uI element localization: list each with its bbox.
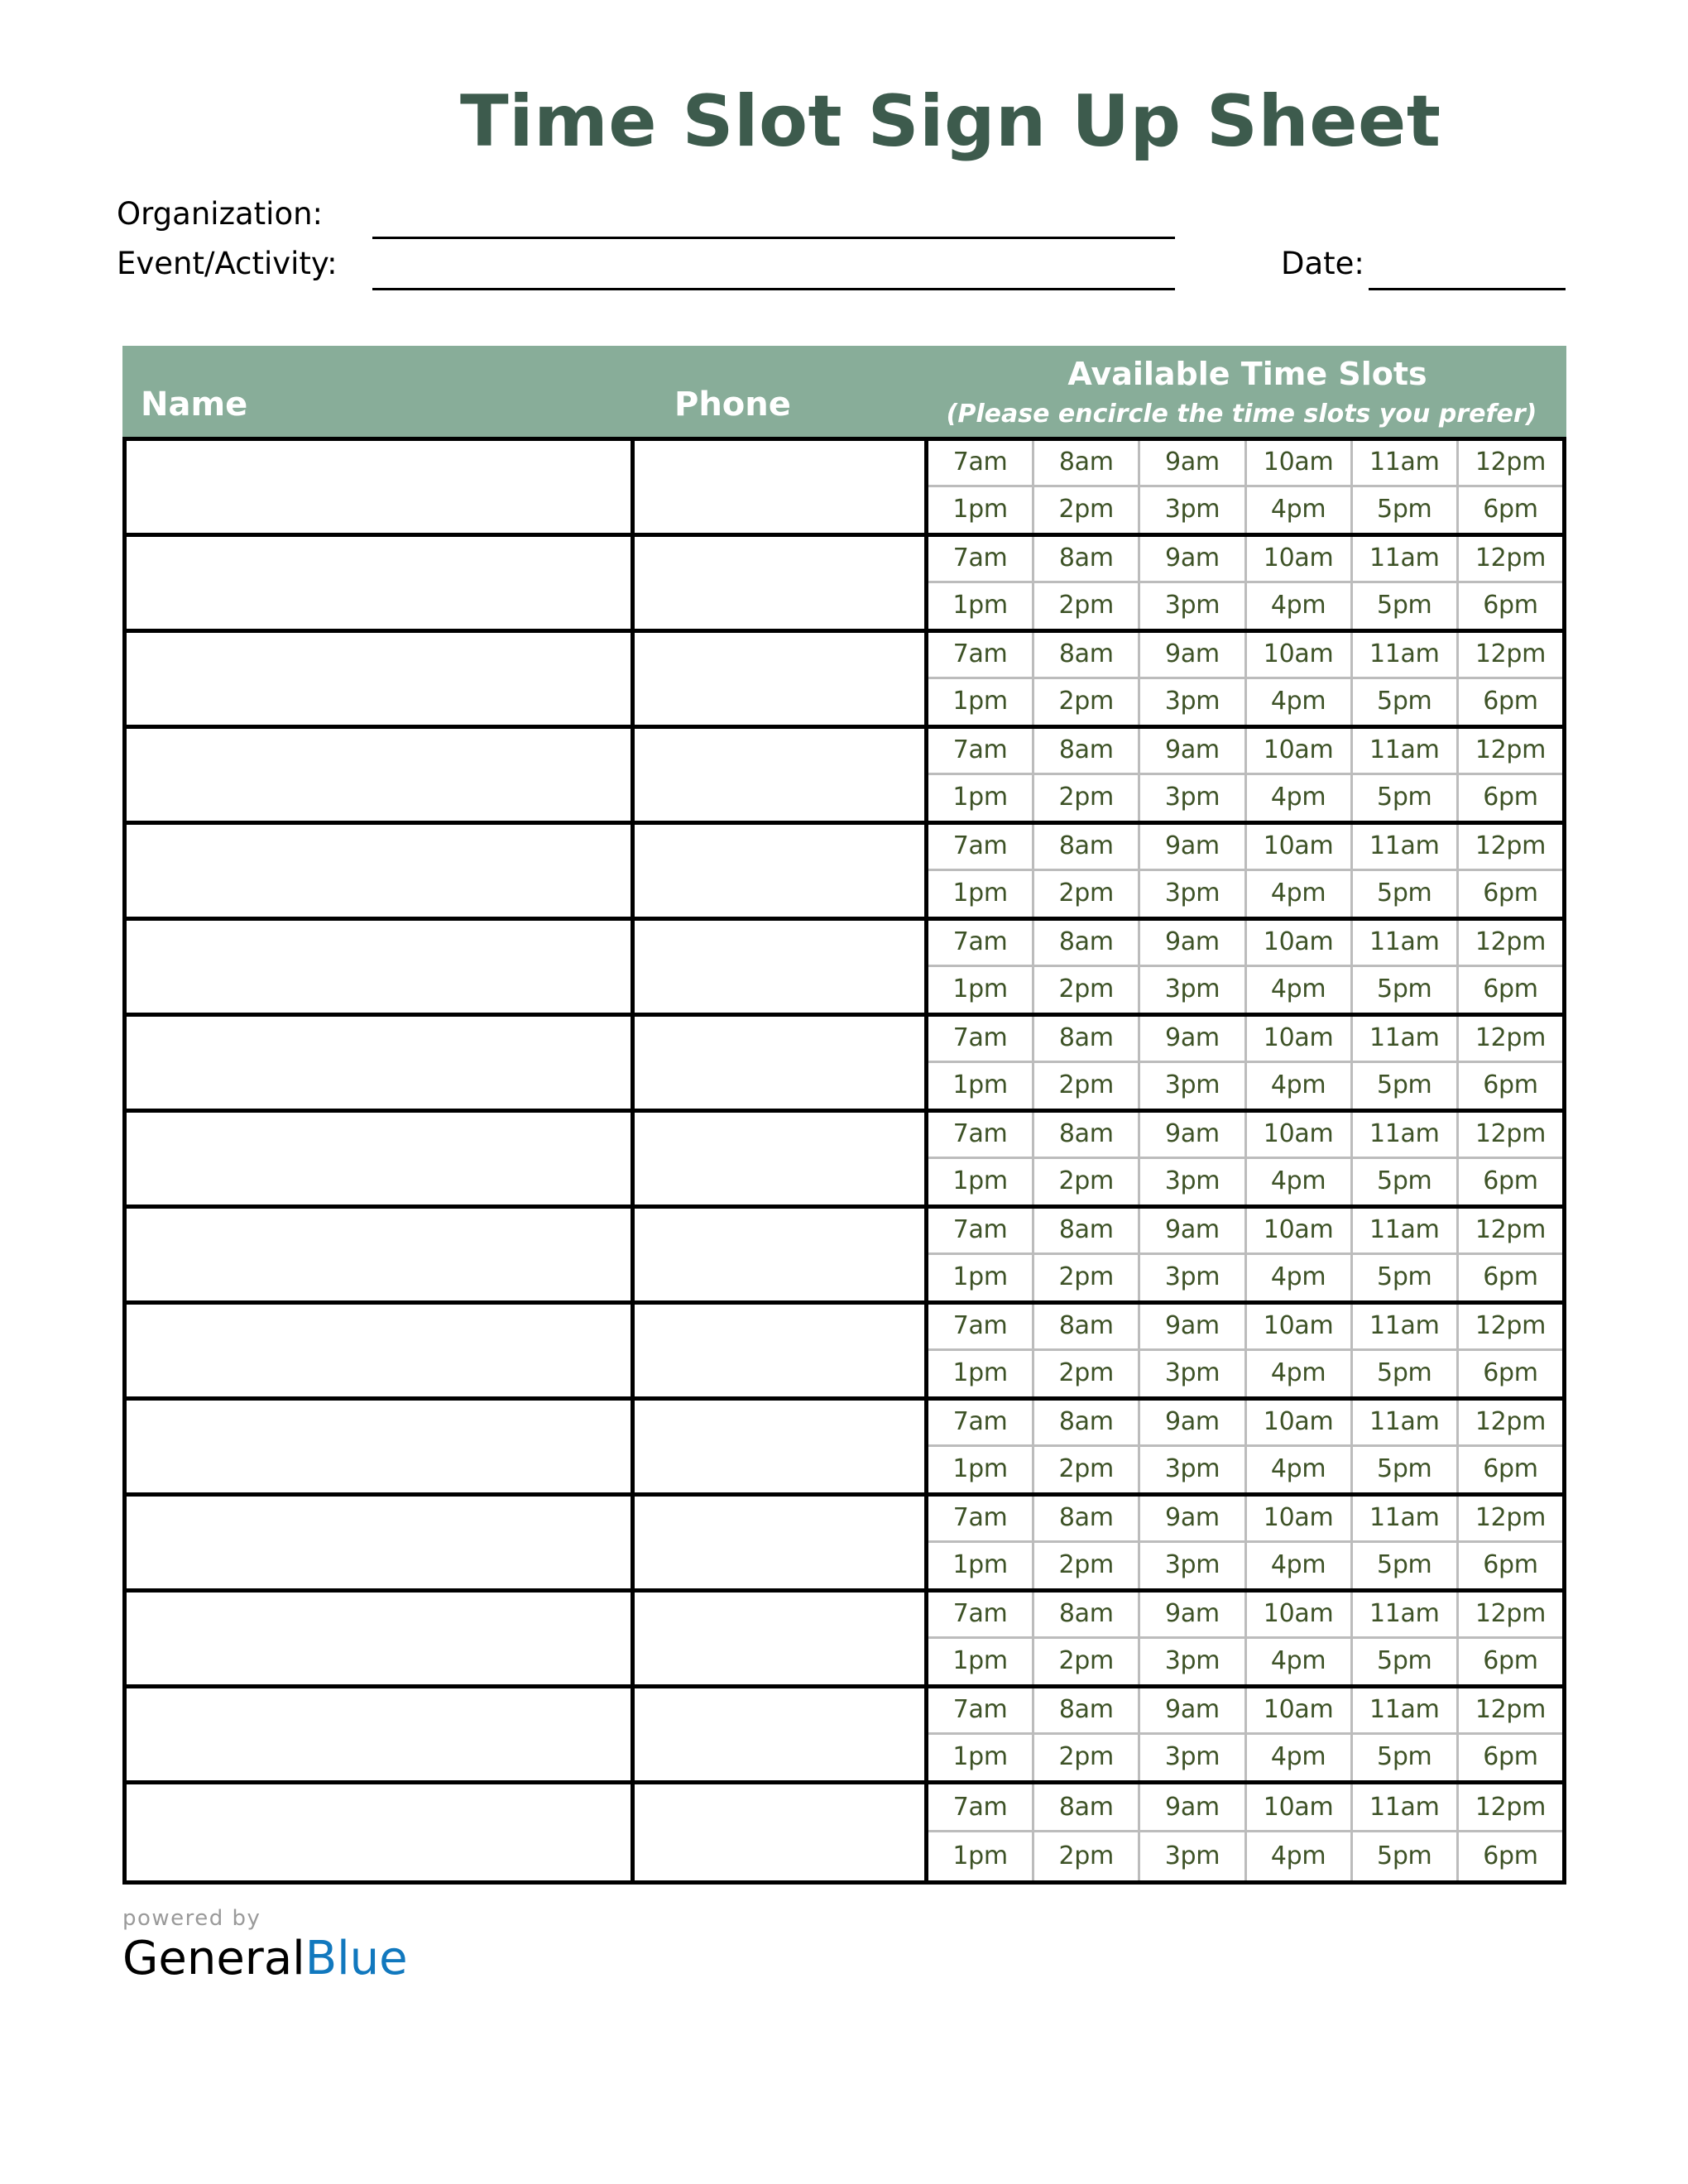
time-slot-option[interactable]: 12pm	[1475, 1407, 1547, 1437]
name-cell[interactable]	[127, 1401, 635, 1492]
time-slot-option[interactable]: 12pm	[1475, 831, 1547, 861]
date-label: Date:	[1281, 246, 1364, 281]
time-slot-option[interactable]: 11am	[1353, 1784, 1459, 1830]
time-slot-option[interactable]: 8am	[1034, 729, 1140, 773]
phone-cell[interactable]	[635, 1497, 928, 1588]
time-slot-option[interactable]: 9am	[1140, 1401, 1246, 1444]
name-cell[interactable]	[127, 1497, 635, 1588]
time-slot-option[interactable]: 5pm	[1353, 1447, 1459, 1492]
time-slot-option[interactable]: 1pm	[928, 583, 1034, 629]
phone-cell[interactable]	[635, 441, 928, 533]
time-slot-option[interactable]: 1pm	[928, 967, 1034, 1013]
name-cell[interactable]	[127, 1688, 635, 1780]
time-slot-option[interactable]: 5pm	[1353, 583, 1459, 629]
time-slot-option[interactable]: 10am	[1247, 1305, 1353, 1348]
time-slot-option[interactable]: 6pm	[1483, 879, 1538, 908]
time-slot-row-afternoon	[928, 1351, 1562, 1396]
table-header-phone-label: Phone	[674, 386, 791, 424]
time-slot-option[interactable]: 5pm	[1353, 1063, 1459, 1109]
time-slot-option[interactable]: 7am	[928, 1305, 1034, 1348]
time-slot-option[interactable]: 1pm	[928, 871, 1034, 917]
time-slot-option[interactable]: 11am	[1353, 1305, 1459, 1348]
time-slot-option[interactable]: 10am	[1247, 825, 1353, 869]
time-slot-option[interactable]: 6pm	[1483, 1454, 1538, 1484]
name-cell[interactable]	[127, 1209, 635, 1300]
name-cell[interactable]	[127, 1592, 635, 1684]
table-body	[122, 437, 1566, 1885]
time-slot-row-afternoon	[928, 1735, 1562, 1780]
time-slot-option[interactable]: 8am	[1034, 1017, 1140, 1061]
time-slot-option[interactable]: 8am	[1034, 441, 1140, 485]
time-slot-option[interactable]: 11am	[1353, 537, 1459, 581]
time-slot-option[interactable]: 5pm	[1353, 967, 1459, 1013]
time-slot-option[interactable]: 11am	[1353, 1017, 1459, 1061]
time-slot-option[interactable]: 5pm	[1353, 1735, 1459, 1780]
time-slot-option[interactable]: 3pm	[1140, 1159, 1246, 1205]
time-slot-option[interactable]: 9am	[1140, 729, 1246, 773]
time-slot-option[interactable]: 2pm	[1034, 1639, 1140, 1684]
phone-cell[interactable]	[635, 1017, 928, 1109]
time-slot-row-morning	[928, 1305, 1562, 1351]
time-slot-option[interactable]: 5pm	[1353, 1543, 1459, 1588]
time-slot-row-morning	[928, 537, 1562, 583]
time-slot-row-afternoon	[928, 1447, 1562, 1492]
time-slot-option[interactable]: 8am	[1034, 1688, 1140, 1732]
time-slot-option[interactable]: 1pm	[928, 1351, 1034, 1396]
time-slot-option[interactable]: 4pm	[1247, 1832, 1353, 1880]
time-slot-option[interactable]: 8am	[1034, 921, 1140, 965]
time-slot-option[interactable]: 3pm	[1140, 1543, 1246, 1588]
time-slot-option[interactable]: 10am	[1247, 1209, 1353, 1252]
time-slot-option[interactable]: 6pm	[1483, 1742, 1538, 1772]
time-slot-option[interactable]: 9am	[1140, 1592, 1246, 1636]
time-slot-option[interactable]: 8am	[1034, 1497, 1140, 1540]
event-activity-label: Event/Activity:	[117, 246, 338, 281]
time-slots-cell	[928, 729, 1562, 821]
time-slot-option[interactable]: 6pm	[1483, 687, 1538, 716]
time-slot-option[interactable]: 2pm	[1034, 679, 1140, 725]
time-slot-option[interactable]: 6pm	[1483, 975, 1538, 1004]
phone-cell[interactable]	[635, 825, 928, 917]
time-slot-option[interactable]: 2pm	[1034, 1159, 1140, 1205]
time-slot-option[interactable]: 2pm	[1034, 1543, 1140, 1588]
time-slots-cell	[928, 1688, 1562, 1780]
time-slot-option[interactable]: 4pm	[1247, 679, 1353, 725]
time-slot-option[interactable]: 3pm	[1140, 1255, 1246, 1300]
time-slot-row-afternoon	[928, 583, 1562, 629]
table-row	[127, 1305, 1562, 1401]
time-slot-option[interactable]: 1pm	[928, 1543, 1034, 1588]
table-header-name-label: Name	[141, 386, 248, 424]
time-slot-row-afternoon	[928, 487, 1562, 533]
table-row	[127, 1784, 1562, 1880]
table-row	[127, 1688, 1562, 1784]
time-slot-option[interactable]: 10am	[1247, 633, 1353, 677]
time-slot-option[interactable]: 3pm	[1140, 1735, 1246, 1780]
time-slots-cell	[928, 1592, 1562, 1684]
time-slot-option[interactable]: 7am	[928, 633, 1034, 677]
time-slot-row-afternoon	[928, 679, 1562, 725]
time-slot-option[interactable]: 3pm	[1140, 487, 1246, 533]
name-cell[interactable]	[127, 441, 635, 533]
time-slot-row-afternoon	[928, 775, 1562, 821]
time-slot-option[interactable]: 12pm	[1475, 1311, 1547, 1341]
name-cell[interactable]	[127, 729, 635, 821]
time-slot-option[interactable]: 7am	[928, 1592, 1034, 1636]
time-slot-option[interactable]: 1pm	[928, 775, 1034, 821]
time-slot-option[interactable]: 6pm	[1483, 1070, 1538, 1100]
table-row	[127, 921, 1562, 1017]
time-slot-option[interactable]: 10am	[1247, 729, 1353, 773]
time-slot-option[interactable]: 12pm	[1475, 1119, 1547, 1149]
time-slot-option[interactable]: 12pm	[1475, 544, 1547, 573]
time-slot-row-morning	[928, 1401, 1562, 1447]
time-slot-row-morning	[928, 633, 1562, 679]
time-slot-option[interactable]: 3pm	[1140, 967, 1246, 1013]
time-slot-option[interactable]: 5pm	[1353, 1832, 1459, 1880]
time-slot-option[interactable]: 11am	[1353, 1497, 1459, 1540]
time-slot-option[interactable]: 12pm	[1475, 1215, 1547, 1245]
time-slots-cell	[928, 537, 1562, 629]
time-slot-row-afternoon	[928, 1832, 1562, 1880]
powered-by-text: powered by	[122, 1906, 261, 1931]
time-slot-row-afternoon	[928, 967, 1562, 1013]
time-slot-option[interactable]: 2pm	[1034, 583, 1140, 629]
time-slot-option[interactable]: 7am	[928, 729, 1034, 773]
time-slot-option[interactable]: 8am	[1034, 633, 1140, 677]
phone-cell[interactable]	[635, 1784, 928, 1880]
time-slot-option[interactable]: 5pm	[1353, 1351, 1459, 1396]
time-slot-option[interactable]: 7am	[928, 1784, 1034, 1830]
time-slot-option[interactable]: 12pm	[1475, 1023, 1547, 1053]
time-slot-option[interactable]: 7am	[928, 921, 1034, 965]
time-slot-option[interactable]: 12pm	[1475, 1695, 1547, 1725]
time-slot-option[interactable]: 10am	[1247, 921, 1353, 965]
time-slot-option[interactable]: 4pm	[1247, 1543, 1353, 1588]
table-header-row	[122, 346, 1566, 437]
time-slot-option[interactable]: 1pm	[928, 679, 1034, 725]
time-slot-row-morning	[928, 729, 1562, 775]
time-slot-option[interactable]: 10am	[1247, 441, 1353, 485]
time-slot-option[interactable]: 7am	[928, 1688, 1034, 1732]
time-slot-option[interactable]: 11am	[1353, 1401, 1459, 1444]
time-slot-option[interactable]: 7am	[928, 537, 1034, 581]
time-slot-option[interactable]: 7am	[928, 1113, 1034, 1157]
time-slot-option[interactable]: 10am	[1247, 1592, 1353, 1636]
time-slot-option[interactable]: 2pm	[1034, 775, 1140, 821]
table-row	[127, 1401, 1562, 1497]
time-slot-row-morning	[928, 1209, 1562, 1255]
phone-cell[interactable]	[635, 1401, 928, 1492]
time-slot-option[interactable]: 10am	[1247, 1401, 1353, 1444]
time-slot-row-morning	[928, 1017, 1562, 1063]
brand-blue: Blue	[305, 1932, 408, 1985]
time-slot-row-afternoon	[928, 1255, 1562, 1300]
time-slot-option[interactable]: 9am	[1140, 537, 1246, 581]
time-slot-option[interactable]: 4pm	[1247, 1639, 1353, 1684]
phone-cell[interactable]	[635, 1305, 928, 1396]
time-slot-option[interactable]: 9am	[1140, 1113, 1246, 1157]
time-slot-option[interactable]: 10am	[1247, 537, 1353, 581]
table-header-slots-subtitle: (Please encircle the time slots you prefer)	[946, 400, 1537, 429]
time-slot-option[interactable]: 9am	[1140, 1497, 1246, 1540]
table-row	[127, 537, 1562, 633]
time-slot-option[interactable]: 6pm	[1483, 1166, 1538, 1196]
time-slot-option[interactable]: 9am	[1140, 1017, 1246, 1061]
time-slot-row-afternoon	[928, 1159, 1562, 1205]
time-slots-cell	[928, 1401, 1562, 1492]
time-slot-option[interactable]: 5pm	[1353, 775, 1459, 821]
time-slot-option[interactable]: 8am	[1034, 1209, 1140, 1252]
time-slot-option[interactable]: 4pm	[1247, 1255, 1353, 1300]
table-header-slots-title: Available Time Slots	[1067, 356, 1427, 392]
time-slot-option[interactable]: 6pm	[1483, 1842, 1538, 1870]
time-slot-option[interactable]: 2pm	[1034, 1063, 1140, 1109]
phone-cell[interactable]	[635, 1113, 928, 1205]
time-slot-option[interactable]: 8am	[1034, 1305, 1140, 1348]
phone-cell[interactable]	[635, 921, 928, 1013]
time-slot-option[interactable]: 12pm	[1475, 927, 1547, 957]
table-header-time-slots	[928, 346, 1566, 437]
time-slot-option[interactable]: 6pm	[1483, 1262, 1538, 1292]
time-slot-row-morning	[928, 921, 1562, 967]
date-input-line[interactable]	[1369, 288, 1566, 290]
time-slot-option[interactable]: 2pm	[1034, 1832, 1140, 1880]
name-cell[interactable]	[127, 825, 635, 917]
phone-cell[interactable]	[635, 1209, 928, 1300]
time-slot-option[interactable]: 11am	[1353, 633, 1459, 677]
time-slot-option[interactable]: 3pm	[1140, 871, 1246, 917]
time-slot-option[interactable]: 1pm	[928, 1639, 1034, 1684]
table-row	[127, 1017, 1562, 1113]
time-slot-option[interactable]: 11am	[1353, 1113, 1459, 1157]
time-slot-option[interactable]: 4pm	[1247, 583, 1353, 629]
time-slot-option[interactable]: 11am	[1353, 921, 1459, 965]
brand-general: General	[122, 1932, 305, 1985]
time-slot-option[interactable]: 10am	[1247, 1497, 1353, 1540]
time-slot-option[interactable]: 9am	[1140, 1305, 1246, 1348]
time-slot-option[interactable]: 10am	[1247, 1784, 1353, 1830]
table-row	[127, 1592, 1562, 1688]
time-slot-option[interactable]: 2pm	[1034, 1447, 1140, 1492]
time-slot-row-morning	[928, 1497, 1562, 1543]
footer-logo	[122, 1906, 408, 1985]
name-cell[interactable]	[127, 921, 635, 1013]
table-row	[127, 729, 1562, 825]
time-slots-cell	[928, 633, 1562, 725]
time-slot-row-afternoon	[928, 871, 1562, 917]
time-slot-option[interactable]: 9am	[1140, 633, 1246, 677]
name-cell[interactable]	[127, 633, 635, 725]
time-slot-option[interactable]: 9am	[1140, 825, 1246, 869]
time-slot-option[interactable]: 2pm	[1034, 1351, 1140, 1396]
phone-cell[interactable]	[635, 537, 928, 629]
time-slot-option[interactable]: 10am	[1247, 1113, 1353, 1157]
time-slot-option[interactable]: 3pm	[1140, 1639, 1246, 1684]
time-slot-option[interactable]: 6pm	[1483, 783, 1538, 812]
time-slot-row-morning	[928, 1688, 1562, 1735]
name-cell[interactable]	[127, 1784, 635, 1880]
time-slot-option[interactable]: 12pm	[1475, 1599, 1547, 1629]
phone-cell[interactable]	[635, 729, 928, 821]
sign-up-table	[122, 346, 1566, 1885]
time-slot-option[interactable]: 6pm	[1483, 591, 1538, 620]
name-cell[interactable]	[127, 1017, 635, 1109]
time-slot-option[interactable]: 11am	[1353, 1592, 1459, 1636]
time-slot-option[interactable]: 5pm	[1353, 1255, 1459, 1300]
time-slot-option[interactable]: 8am	[1034, 825, 1140, 869]
organization-label: Organization:	[117, 196, 324, 232]
time-slot-option[interactable]: 5pm	[1353, 871, 1459, 917]
time-slot-option[interactable]: 1pm	[928, 1159, 1034, 1205]
time-slot-option[interactable]: 12pm	[1475, 735, 1547, 765]
time-slot-option[interactable]: 1pm	[928, 1735, 1034, 1780]
event-activity-input-line[interactable]	[372, 288, 1175, 290]
time-slot-option[interactable]: 1pm	[928, 487, 1034, 533]
time-slot-option[interactable]: 2pm	[1034, 871, 1140, 917]
time-slot-option[interactable]: 8am	[1034, 1784, 1140, 1830]
time-slots-cell	[928, 1017, 1562, 1109]
time-slot-option[interactable]: 2pm	[1034, 967, 1140, 1013]
time-slot-option[interactable]: 7am	[928, 441, 1034, 485]
table-row	[127, 1209, 1562, 1305]
time-slot-option[interactable]: 4pm	[1247, 1735, 1353, 1780]
time-slot-option[interactable]: 4pm	[1247, 967, 1353, 1013]
time-slot-option[interactable]: 6pm	[1483, 1358, 1538, 1388]
time-slot-option[interactable]: 10am	[1247, 1688, 1353, 1732]
table-row	[127, 1497, 1562, 1592]
time-slot-option[interactable]: 8am	[1034, 1113, 1140, 1157]
phone-cell[interactable]	[635, 1592, 928, 1684]
time-slot-option[interactable]: 5pm	[1353, 487, 1459, 533]
time-slot-option[interactable]: 1pm	[928, 1255, 1034, 1300]
time-slot-option[interactable]: 2pm	[1034, 487, 1140, 533]
time-slot-option[interactable]: 4pm	[1247, 1447, 1353, 1492]
time-slot-option[interactable]: 4pm	[1247, 487, 1353, 533]
time-slot-option[interactable]: 8am	[1034, 1592, 1140, 1636]
time-slot-option[interactable]: 9am	[1140, 1209, 1246, 1252]
time-slot-option[interactable]: 4pm	[1247, 775, 1353, 821]
time-slot-option[interactable]: 5pm	[1353, 1639, 1459, 1684]
time-slot-option[interactable]: 3pm	[1140, 1063, 1246, 1109]
time-slots-cell	[928, 1113, 1562, 1205]
time-slot-option[interactable]: 7am	[928, 825, 1034, 869]
time-slot-option[interactable]: 9am	[1140, 921, 1246, 965]
time-slot-option[interactable]: 6pm	[1483, 1646, 1538, 1676]
time-slot-option[interactable]: 5pm	[1353, 1159, 1459, 1205]
time-slot-option[interactable]: 5pm	[1353, 679, 1459, 725]
time-slot-row-afternoon	[928, 1543, 1562, 1588]
time-slot-row-morning	[928, 441, 1562, 487]
time-slots-cell	[928, 441, 1562, 533]
time-slot-option[interactable]: 1pm	[928, 1063, 1034, 1109]
time-slot-option[interactable]: 12pm	[1475, 639, 1547, 669]
time-slot-option[interactable]: 10am	[1247, 1017, 1353, 1061]
time-slot-option[interactable]: 12pm	[1475, 1503, 1547, 1533]
time-slot-option[interactable]: 4pm	[1247, 1063, 1353, 1109]
time-slot-option[interactable]: 12pm	[1475, 448, 1547, 477]
phone-cell[interactable]	[635, 1688, 928, 1780]
time-slot-option[interactable]: 11am	[1353, 729, 1459, 773]
brand-name	[122, 1932, 408, 1985]
time-slot-option[interactable]: 7am	[928, 1017, 1034, 1061]
time-slot-option[interactable]: 3pm	[1140, 775, 1246, 821]
time-slots-cell	[928, 921, 1562, 1013]
time-slot-option[interactable]: 8am	[1034, 537, 1140, 581]
name-cell[interactable]	[127, 1305, 635, 1396]
table-row	[127, 633, 1562, 729]
time-slot-option[interactable]: 11am	[1353, 825, 1459, 869]
time-slot-option[interactable]: 8am	[1034, 1401, 1140, 1444]
time-slot-option[interactable]: 9am	[1140, 1688, 1246, 1732]
time-slot-option[interactable]: 1pm	[928, 1832, 1034, 1880]
table-row	[127, 825, 1562, 921]
time-slot-row-morning	[928, 1784, 1562, 1832]
page-title: Time Slot Sign Up Sheet	[460, 80, 1441, 163]
time-slot-option[interactable]: 6pm	[1483, 495, 1538, 524]
name-cell[interactable]	[127, 1113, 635, 1205]
time-slot-option[interactable]: 2pm	[1034, 1255, 1140, 1300]
time-slot-row-afternoon	[928, 1639, 1562, 1684]
time-slots-cell	[928, 1497, 1562, 1588]
table-header-name	[122, 346, 635, 437]
time-slot-option[interactable]: 3pm	[1140, 583, 1246, 629]
time-slot-option[interactable]: 9am	[1140, 1784, 1246, 1830]
time-slot-option[interactable]: 3pm	[1140, 1832, 1246, 1880]
name-cell[interactable]	[127, 537, 635, 629]
time-slots-cell	[928, 1305, 1562, 1396]
time-slots-cell	[928, 1784, 1562, 1880]
time-slot-row-morning	[928, 825, 1562, 871]
time-slot-option[interactable]: 11am	[1353, 1209, 1459, 1252]
time-slot-option[interactable]: 4pm	[1247, 1159, 1353, 1205]
time-slot-row-afternoon	[928, 1063, 1562, 1109]
time-slot-option[interactable]: 6pm	[1483, 1550, 1538, 1580]
time-slot-option[interactable]: 4pm	[1247, 871, 1353, 917]
time-slot-option[interactable]: 12pm	[1475, 1792, 1547, 1822]
time-slot-row-morning	[928, 1592, 1562, 1639]
time-slot-option[interactable]: 9am	[1140, 441, 1246, 485]
table-row	[127, 441, 1562, 537]
time-slot-option[interactable]: 1pm	[928, 1447, 1034, 1492]
phone-cell[interactable]	[635, 633, 928, 725]
table-row	[127, 1113, 1562, 1209]
time-slot-option[interactable]: 11am	[1353, 441, 1459, 485]
time-slot-option[interactable]: 7am	[928, 1401, 1034, 1444]
time-slot-option[interactable]: 3pm	[1140, 679, 1246, 725]
time-slots-cell	[928, 1209, 1562, 1300]
time-slot-option[interactable]: 7am	[928, 1209, 1034, 1252]
organization-input-line[interactable]	[372, 237, 1175, 239]
time-slot-option[interactable]: 3pm	[1140, 1447, 1246, 1492]
time-slot-option[interactable]: 2pm	[1034, 1735, 1140, 1780]
time-slots-cell	[928, 825, 1562, 917]
table-header-phone	[635, 346, 928, 437]
time-slot-option[interactable]: 3pm	[1140, 1351, 1246, 1396]
time-slot-option[interactable]: 4pm	[1247, 1351, 1353, 1396]
time-slot-row-morning	[928, 1113, 1562, 1159]
time-slot-option[interactable]: 7am	[928, 1497, 1034, 1540]
time-slot-option[interactable]: 11am	[1353, 1688, 1459, 1732]
